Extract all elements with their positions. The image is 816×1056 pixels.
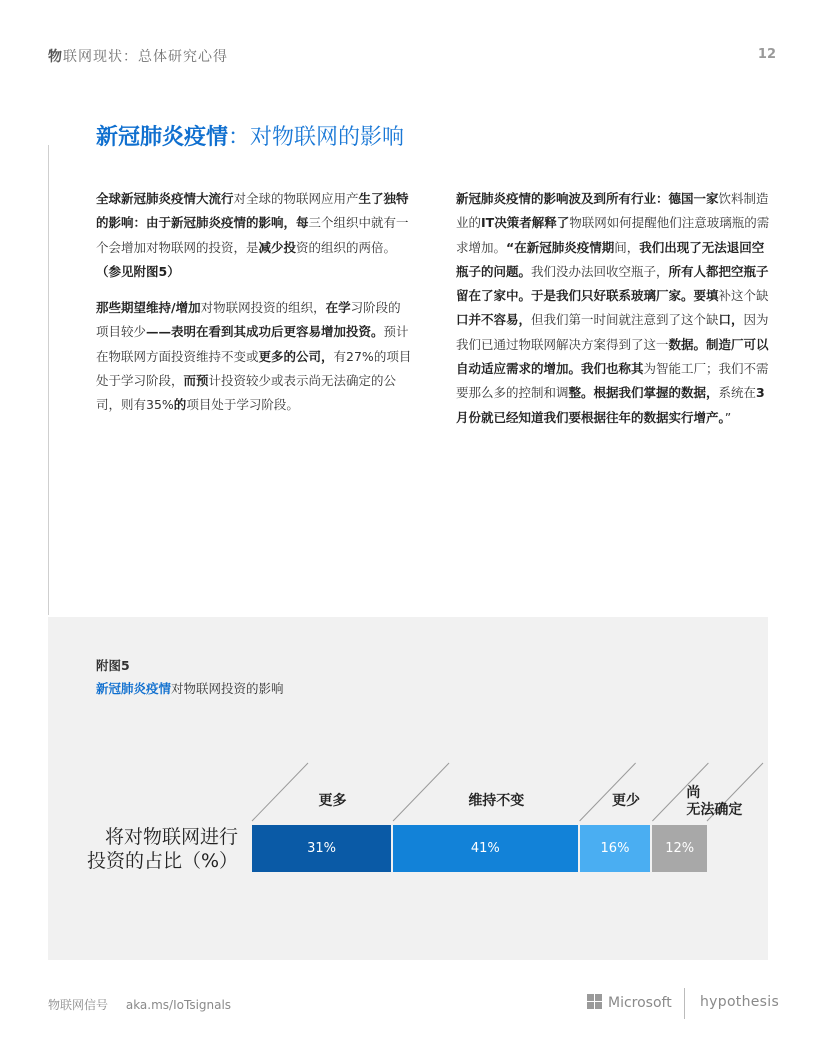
section-title: 新冠肺炎疫情：对物联网的影响: [96, 125, 405, 150]
bar-segment: 31%: [252, 825, 391, 872]
bold-run: 减少投: [258, 239, 297, 255]
bold-run: 而预: [183, 373, 209, 389]
text-run: ”: [724, 409, 732, 425]
hypothesis-logo: hypothesis: [700, 994, 780, 1010]
text-run: 为智能工厂；我们不需要那么多的控制和调: [456, 361, 769, 401]
text-run: 三个组织中就有一个: [96, 215, 409, 255]
bold-run: 的: [173, 397, 187, 413]
text-run: 系统在: [718, 385, 757, 401]
category-label: 尚 无法确定: [686, 785, 743, 818]
text-run: 间，: [614, 239, 640, 255]
category-divider: [393, 763, 449, 821]
bold-run: ——表明在看到其成功后更容易增加投资。: [146, 324, 384, 340]
windows-grid-icon: [587, 994, 603, 1010]
bold-run: 整。根据我们掌握的数据，: [568, 385, 719, 401]
text-run: 计投资较少或表示尚无法确定的公司，则有35%: [96, 373, 397, 413]
bold-run: 那些期望维持/增加: [96, 300, 201, 316]
bold-run: 我们出现了无法退回空瓶子的问题。: [456, 239, 765, 279]
body-column-left: [96, 187, 412, 430]
bold-run: IT决策者解释了: [481, 215, 570, 231]
text-run: 会增加对物联网的投资，是: [108, 239, 259, 255]
text-run: 饮料制造业的: [456, 191, 769, 231]
bar-segment: 41%: [393, 825, 578, 872]
footer-divider: [684, 988, 685, 1019]
microsoft-logo: Microsoft: [587, 994, 672, 1011]
bold-run: 3月份就已经知道我们要根据往年的数据实行增产。: [456, 385, 765, 425]
category-label: 更少: [612, 793, 640, 809]
text-run: 但我们第一时间就注意到了这个缺: [531, 312, 719, 328]
bold-run: 称其: [618, 361, 644, 377]
paragraph: [456, 187, 774, 430]
bold-run: 口并不容易，: [456, 312, 532, 328]
bold-run: 口，: [718, 312, 744, 328]
stacked-bar-chart: [48, 617, 768, 960]
text-run: 有27%的: [333, 348, 387, 364]
bold-run: 新冠肺炎疫情的影响波及到所有行业：德国一家: [456, 191, 719, 206]
running-header: 物联网现状：总体研究心得: [48, 49, 228, 65]
category-label: 维持不变: [468, 793, 525, 809]
text-run: 习阶段的项目较少: [96, 300, 401, 340]
text-run: 预计在物联网方面投资维持不变或: [96, 324, 409, 364]
text-run: 项目处于学习阶段。: [186, 397, 299, 413]
category-divider: [580, 763, 636, 821]
text-run: 项目处于学习阶段，: [96, 348, 412, 389]
figure-panel: [48, 617, 768, 960]
chart-ylabel: 将对物联网进行 投资的占比（%）: [86, 826, 238, 872]
paragraph: [96, 187, 412, 284]
bold-run: 数据。制造厂可以自动适应需求的增加。我们也: [456, 336, 769, 377]
body-column-right: [456, 187, 774, 442]
footer-link[interactable]: aka.ms/IoTsignals: [125, 998, 232, 1012]
bold-run: （参见附图5）: [96, 263, 180, 279]
accent-rule: [48, 145, 49, 615]
footer-source: [48, 996, 245, 1013]
text-run: 因为我们已通过物联网解决方案得到了这一: [456, 312, 769, 352]
bold-run: 更多的公司，: [258, 348, 334, 364]
bold-run: “在新冠肺炎疫情期: [506, 239, 615, 255]
bold-run: 全球新冠肺炎疫情大流行: [96, 191, 234, 206]
bar-segment: 16%: [580, 825, 651, 872]
figure-number: 附图5: [96, 658, 130, 673]
text-run: 资的组织的两倍。: [296, 239, 397, 255]
text-run: 对全球的物联网应用产: [233, 191, 359, 206]
paragraph: [96, 296, 412, 417]
text-run: 补这个缺: [718, 288, 769, 304]
category-divider: [252, 763, 308, 821]
text-run: 物联网如何提醒他们注意玻璃瓶的需求增加。: [456, 215, 770, 255]
bold-run: 生了独特的影响：由于新冠肺炎疫情的影响，每: [96, 191, 409, 231]
bold-run: 所有人都把空瓶子留在了家中。于是我们只好联系玻璃厂家。要填: [456, 263, 769, 304]
text-run: 对物联网投资的组织，: [200, 300, 326, 316]
text-run: 我们没办法回收空瓶子，: [531, 263, 669, 279]
bold-run: 在学: [325, 300, 351, 316]
page-number: 12: [757, 47, 776, 62]
bar-segment: 12%: [652, 825, 707, 872]
footer-label: 物联网信号: [48, 998, 109, 1012]
figure-title: 新冠肺炎疫情对物联网投资的影响: [96, 681, 284, 696]
category-label: 更多: [318, 793, 347, 809]
